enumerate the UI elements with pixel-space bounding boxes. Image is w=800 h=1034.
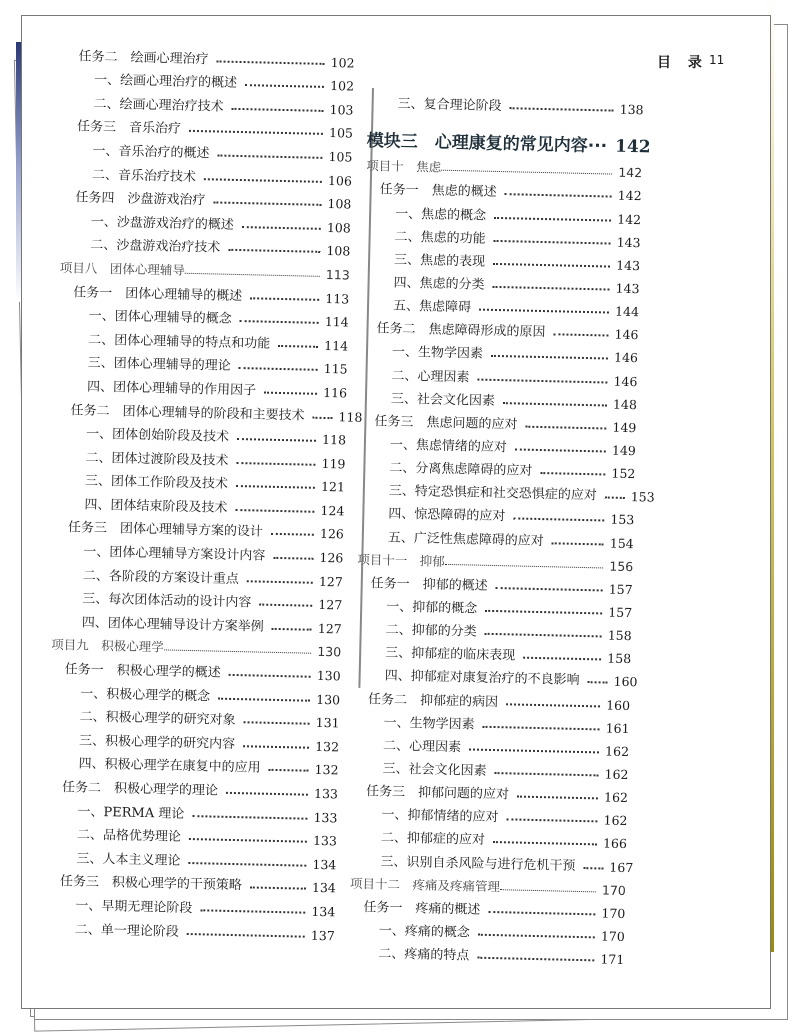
toc-entry-page-number: 149: [612, 419, 637, 436]
toc-entry-page-number: 143: [616, 234, 641, 250]
dot-leader: [278, 345, 318, 348]
toc-entry-page-number: 132: [315, 738, 340, 755]
toc-entry-page-number: 156: [609, 558, 634, 574]
dot-leader: [510, 107, 614, 111]
dot-leader: [500, 889, 596, 892]
dot-leader: [272, 628, 312, 631]
toc-entry-page-number: 113: [325, 266, 350, 283]
header-title: 目 录: [657, 55, 708, 71]
toc-entry-page-number: 143: [616, 257, 641, 274]
dot-leader: [494, 240, 611, 245]
toc-entry-page-number: 108: [327, 196, 352, 212]
dot-leader: [189, 130, 323, 135]
dot-leader: [540, 472, 605, 475]
toc-entry-title: 二、品格优势理论: [76, 827, 182, 846]
toc-entry-page-number: 126: [319, 549, 344, 566]
toc-entry-page-number: 108: [326, 243, 351, 259]
dot-leader: [189, 838, 307, 843]
toc-entry-title: 四、惊恐障碍的应对: [388, 506, 506, 525]
toc-entry-page-number: 114: [324, 314, 349, 330]
dot-leader: [485, 610, 602, 615]
toc-entry-title: 二、绘画心理治疗技术: [93, 96, 224, 115]
toc-entry-page-number: 144: [614, 303, 640, 320]
dot-leader: [491, 355, 608, 360]
toc-entry-title: 任务二 积极心理学的理论: [61, 780, 219, 799]
dot-leader: [588, 682, 608, 684]
toc-entry-page-number: 146: [613, 350, 639, 366]
toc-entry-title: 三、特定恐惧症和社交恐惧症的应对: [388, 483, 597, 504]
toc-entry-page-number: 166: [602, 835, 628, 852]
toc-entry-page-number: 133: [313, 809, 338, 825]
toc-left-column: [45, 40, 363, 943]
dot-leader: [231, 108, 323, 112]
toc-entry-title: 二、疼痛的特点: [378, 946, 470, 964]
toc-entry-title: 一、焦虑的概念: [394, 206, 487, 224]
dot-leader: [513, 518, 604, 522]
toc-entry-title: 三、复合理论阶段: [397, 96, 502, 115]
toc-entry-title: 任务二 焦虑障碍形成的原因: [376, 321, 546, 341]
toc-entry-title: 三、抑郁症的临床表现: [385, 645, 516, 664]
toc-entry-page-number: 162: [604, 766, 629, 783]
toc-entry-title: 项目九 积极心理学: [51, 637, 164, 655]
toc-entry-title: 任务一 疼痛的概述: [363, 899, 481, 918]
header-page-number: 11: [709, 53, 725, 67]
dot-leader: [259, 604, 312, 607]
dot-leader: [247, 580, 313, 583]
toc-entry-page-number: 167: [609, 859, 634, 875]
dot-leader: [477, 957, 594, 962]
dot-leader: [469, 748, 599, 753]
dot-leader: [164, 650, 312, 654]
toc-entry-title: 二、抑郁的分类: [385, 622, 477, 640]
toc-entry-page-number: 113: [325, 290, 350, 307]
dot-leader: [494, 216, 611, 221]
dot-leader: [236, 462, 315, 466]
toc-entry-title: 四、团体心理辅导设计方案举例: [81, 615, 264, 635]
toc-entry-page-number: 153: [610, 512, 635, 528]
toc-entry-title: 任务三 焦虑问题的应对: [374, 414, 518, 433]
dot-leader: [188, 862, 306, 867]
toc-entry-title: 三、积极心理学的研究内容: [78, 733, 236, 752]
toc-entry-title: 任务一 积极心理学的概述: [64, 662, 221, 681]
toc-entry-page-number: 154: [609, 535, 634, 551]
toc-entry-page-number: 142: [618, 164, 643, 181]
toc-entry-title: 五、广泛性焦虑障碍的应对: [387, 530, 544, 549]
toc-entry-page-number: 124: [320, 502, 345, 519]
toc-entry-title: 一、早期无理论阶段: [75, 898, 193, 917]
toc-entry-page-number: 170: [601, 882, 627, 898]
toc-entry-page-number: 130: [316, 691, 341, 708]
dot-leader: [488, 911, 595, 915]
toc-entry-title: 任务一 抑郁的概述: [370, 576, 488, 594]
toc-entry-page-number: 149: [611, 442, 637, 459]
toc-entry-title: 四、团体心理辅导的作用因子: [86, 379, 257, 399]
dot-leader: [493, 263, 610, 268]
toc-entry-title: 任务三 团体心理辅导方案的设计: [67, 520, 264, 541]
toc-entry-title: 任务一 焦虑的概述: [379, 182, 497, 201]
dot-leader: [237, 438, 316, 442]
toc-entry-title: 任务三 抑郁问题的应对: [365, 784, 510, 803]
toc-entry-title: 一、抑郁的概念: [386, 599, 478, 617]
toc-entry-page-number: 142: [617, 188, 642, 204]
toc-entry-page-number: 170: [601, 905, 626, 921]
toc-entry-title: 二、团体过渡阶段及技术: [85, 450, 229, 469]
toc-entry-title: 二、焦虑的功能: [394, 229, 486, 247]
dot-leader: [445, 564, 604, 569]
toc-entry-page-number: 127: [317, 620, 342, 637]
toc-entry-title: 二、各阶段的方案设计重点: [82, 568, 239, 587]
toc-entry-title: 四、积极心理学在康复中的应用: [78, 756, 261, 777]
toc-entry-page-number: 115: [323, 361, 348, 377]
toc-entry-title: 一、PERMA 理论: [77, 804, 185, 822]
toc-entry-title: 三、焦虑的表现: [393, 252, 486, 270]
dot-leader: [496, 587, 603, 591]
toc-entry-title: 任务二 团体心理辅导的阶段和主要技术: [70, 402, 305, 424]
toc-entry-title: 项目八 团体心理辅导: [59, 259, 185, 278]
dot-leader: [245, 84, 324, 88]
dot-leader: [525, 425, 606, 429]
toc-entry-title: 一、积极心理学的概念: [80, 686, 211, 705]
dot-leader: [244, 721, 310, 724]
toc-entry-title: 二、单一理论阶段: [74, 922, 179, 940]
toc-entry-page-number: 130: [317, 644, 342, 660]
dot-leader: [494, 772, 598, 776]
dot-leader: [552, 542, 604, 545]
toc-entry-title: 任务二 绘画心理治疗: [78, 48, 209, 67]
toc-entry-page-number: 105: [328, 148, 353, 165]
dot-leader: ···: [587, 136, 608, 157]
toc-entry-title: 一、沙盘游戏治疗的概述: [90, 214, 235, 233]
dot-leader: [478, 934, 595, 939]
toc-entry-page-number: 146: [613, 373, 638, 389]
dot-leader: [271, 533, 314, 536]
toc-entry-page-number: 116: [323, 384, 348, 401]
toc-entry-title: 二、分离焦虑障碍的应对: [389, 460, 533, 479]
dot-leader: [583, 867, 603, 869]
dot-leader: [243, 745, 309, 748]
toc-entry-title: 任务二 抑郁症的病因: [367, 691, 499, 710]
toc-entry-page-number: 119: [321, 455, 346, 472]
toc-entry-title: 二、音乐治疗技术: [91, 167, 197, 185]
dot-leader: [523, 657, 601, 661]
toc-entry-title: 四、团体结束阶段及技术: [84, 497, 228, 516]
dot-leader: [264, 392, 317, 395]
dot-leader: [515, 448, 606, 452]
dot-leader: [312, 416, 332, 418]
toc-entry-page-number: 157: [608, 581, 633, 597]
toc-entry-page-number: 106: [327, 172, 353, 189]
toc-entry-title: 二、积极心理学的研究对象: [79, 709, 236, 729]
dot-leader: [226, 792, 308, 796]
toc-entry-page-number: 162: [603, 789, 629, 806]
toc-entry-page-number: 170: [600, 928, 625, 944]
dot-leader: [185, 273, 320, 277]
toc-entry-page-number: 160: [613, 674, 638, 690]
dot-leader: [213, 202, 321, 206]
toc-entry-page-number: 102: [330, 78, 355, 94]
dot-leader: [441, 170, 612, 175]
dot-leader: [493, 841, 597, 845]
toc-entry-page-number: 137: [310, 927, 335, 943]
toc-entry-page-number: 103: [329, 101, 354, 118]
toc-entry-page-number: 158: [607, 650, 632, 667]
toc-entry-title: 四、焦虑的分类: [393, 275, 485, 293]
dot-leader: [187, 933, 305, 938]
toc-entry-title: 一、团体创始阶段及技术: [85, 426, 230, 445]
dot-leader: [229, 674, 311, 678]
toc-entry-page-number: 102: [330, 54, 355, 71]
toc-entry-title: 四、抑郁症对康复治疗的不良影响: [384, 668, 580, 689]
dot-leader: [250, 297, 319, 301]
toc-entry-page-number: 131: [315, 715, 340, 731]
toc-entry-title: 一、生物学因素: [383, 715, 475, 733]
toc-entry-page-number: 143: [615, 280, 640, 297]
toc-entry-title: 任务四 沙盘游戏治疗: [75, 190, 206, 209]
toc-entry-title: 任务三 积极心理学的干预策略: [59, 874, 243, 894]
toc-entry-title: 三、人本主义理论: [76, 851, 181, 869]
toc-entry-title: 三、每次团体活动的设计内容: [82, 591, 252, 611]
toc-entry-title: 三、团体心理辅导的理论: [87, 355, 231, 375]
dot-leader: [242, 226, 321, 230]
dot-leader: [479, 309, 609, 314]
toc-entry-page-number: 162: [604, 743, 630, 759]
toc-entry-title: 三、团体工作阶段及技术: [84, 473, 229, 493]
toc-entry-page-number: 160: [606, 697, 631, 713]
toc-entry-page-number: 148: [612, 396, 638, 412]
toc-entry-page-number: 138: [619, 101, 644, 118]
toc-entry-title: 一、音乐治疗的概述: [92, 143, 210, 162]
toc-entry-title: 五、焦虑障碍: [392, 298, 472, 316]
toc-entry-page-number: 130: [316, 667, 341, 684]
toc-entry-title: 项目十一 抑郁: [357, 551, 445, 569]
toc-entry-title: 模块三 心理康复的常见内容: [366, 131, 588, 157]
toc-entry-title: 项目十 焦虑: [366, 158, 442, 175]
dot-leader: [217, 154, 322, 158]
toc-entry-title: 三、社会文化因素: [382, 761, 487, 779]
dot-leader: [493, 286, 610, 291]
dot-leader: [236, 485, 315, 489]
dot-leader: [506, 703, 600, 707]
toc-entry-page-number: 146: [614, 326, 639, 343]
toc-entry-page-number: 133: [313, 785, 339, 802]
dot-leader: [235, 509, 314, 513]
toc-entry-title: 一、绘画心理治疗的概述: [93, 72, 238, 92]
dot-leader: [503, 402, 607, 406]
toc-entry-page-number: 142: [614, 136, 651, 158]
dot-leader: [250, 887, 306, 890]
dot-leader: [218, 697, 310, 701]
toc-entry-page-number: 134: [311, 903, 336, 920]
toc-entry-page-number: 134: [311, 880, 336, 896]
toc-entry-page-number: 162: [603, 812, 628, 829]
toc-entry-title: 一、团体心理辅导的概念: [88, 308, 232, 327]
toc-entry-page-number: 133: [312, 833, 338, 849]
toc-entry-title: 一、生物学因素: [391, 345, 484, 363]
toc-entry-title: 一、团体心理辅导方案设计内容: [83, 544, 266, 564]
toc-entry-title: 二、抑郁症的应对: [380, 830, 486, 849]
toc-entry-title: 一、焦虑情绪的应对: [389, 437, 508, 456]
toc-entry-title: 三、社会文化因素: [390, 391, 496, 409]
dot-leader: [517, 796, 598, 800]
dot-leader: [239, 367, 318, 371]
toc-entry-page-number: 161: [605, 720, 630, 736]
toc-entry-title: 任务一 团体心理辅导的概述: [73, 284, 243, 304]
toc-entry-page-number: 118: [321, 432, 347, 448]
toc-entry-page-number: 134: [312, 856, 337, 873]
toc-entry-title: 三、识别自杀风险与进行危机干预: [380, 853, 576, 874]
dot-leader: [506, 819, 597, 823]
toc-right-column: [348, 88, 655, 968]
toc-entry-title: 一、抑郁情绪的应对: [381, 807, 499, 826]
toc-entry-page-number: 158: [607, 627, 632, 644]
toc-entry-page-number: 121: [320, 479, 346, 495]
toc-entry-page-number: 152: [611, 465, 636, 482]
dot-leader: [217, 60, 325, 64]
dot-leader: [485, 633, 602, 638]
dot-leader: [605, 497, 625, 499]
dot-leader: [228, 249, 320, 253]
toc-entry-title: 项目十二 疼痛及疼痛管理: [349, 875, 501, 894]
toc-entry-page-number: 171: [600, 951, 625, 968]
toc-entry-title: 一、疼痛的概念: [378, 923, 471, 941]
dot-leader: [200, 909, 305, 913]
running-header: [657, 52, 725, 72]
dot-leader: [553, 334, 608, 337]
dot-leader: [483, 725, 600, 730]
toc-entry-page-number: 127: [318, 573, 343, 590]
toc-entry-page-number: 118: [338, 408, 363, 425]
toc-entry-title: 二、沙盘游戏治疗技术: [90, 237, 221, 256]
toc-entry-title: 二、心理因素: [391, 368, 470, 385]
dot-leader: [240, 320, 319, 324]
toc-entry-page-number: 157: [608, 604, 633, 621]
dot-leader: [477, 378, 607, 383]
toc-entry-title: 二、心理因素: [382, 738, 462, 756]
dot-leader: [268, 769, 308, 772]
dot-leader: [273, 557, 313, 560]
toc-entry-page-number: 132: [314, 762, 339, 778]
toc-entry-page-number: 142: [617, 211, 642, 227]
toc-entry-title: 二、团体心理辅导的特点和功能: [88, 332, 271, 352]
dot-leader: [204, 178, 322, 183]
toc-entry-page-number: 126: [319, 526, 345, 542]
dot-leader: [192, 815, 307, 820]
toc-entry-page-number: 153: [630, 489, 655, 505]
toc-entry-page-number: 105: [328, 125, 354, 141]
toc-entry-page-number: 127: [318, 597, 343, 613]
toc-entry-page-number: 114: [324, 337, 349, 354]
dot-leader: [505, 194, 612, 198]
toc-entry-page-number: 108: [326, 219, 351, 236]
toc-entry-module: [366, 111, 651, 158]
toc-entry-title: 任务三 音乐治疗: [76, 119, 182, 138]
